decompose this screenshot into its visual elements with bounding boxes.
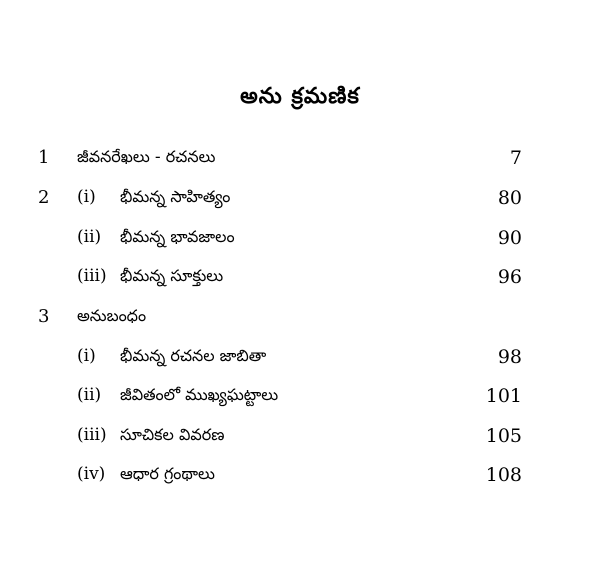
entry-subnumber: (iii): [77, 266, 107, 286]
toc-entry: [0, 266, 600, 294]
entry-page: 80: [497, 187, 522, 209]
entry-page: 90: [497, 227, 522, 249]
entry-title: జీవితంలో ముఖ్యఘట్టాలు: [120, 385, 279, 404]
entry-subnumber: (i): [77, 346, 96, 366]
entry-page: 105: [485, 425, 522, 447]
entry-title: ఆధార గ్రంథాలు: [120, 464, 215, 483]
entry-title: జీవనరేఖలు - రచనలు: [77, 147, 216, 166]
entry-title: భీమన్న రచనల జాబితా: [120, 346, 267, 365]
entry-subnumber: (ii): [77, 385, 102, 405]
entry-page: 98: [497, 346, 522, 368]
entry-title: భీమన్న సాహిత్యం: [120, 187, 231, 206]
entry-title: భీమన్న భావజాలం: [120, 227, 235, 246]
entry-subnumber: (ii): [77, 227, 102, 247]
entry-subnumber: (iii): [77, 425, 107, 445]
entry-subnumber: (iv): [77, 464, 106, 484]
entry-number: 3: [38, 306, 50, 327]
toc-entry: [0, 385, 600, 413]
page-title: అను క్రమణిక: [240, 84, 360, 109]
entry-number: 1: [38, 147, 50, 168]
toc-entry: [0, 227, 600, 255]
entry-title: సూచికల వివరణ: [120, 425, 225, 444]
entry-page: 101: [485, 385, 522, 407]
toc-entry: [0, 425, 600, 453]
entry-page: 108: [485, 464, 522, 486]
entry-subnumber: (i): [77, 187, 96, 207]
toc-entry: [0, 147, 600, 175]
entry-title: అనుబంధం: [77, 306, 147, 325]
entry-title: భీమన్న సూక్తులు: [120, 266, 224, 285]
toc-entry: [0, 306, 600, 334]
toc-entry: [0, 346, 600, 374]
toc-entry: [0, 464, 600, 492]
entry-page: 7: [509, 147, 522, 169]
entry-page: 96: [497, 266, 522, 288]
entry-number: 2: [38, 187, 50, 208]
toc-entry: [0, 187, 600, 215]
